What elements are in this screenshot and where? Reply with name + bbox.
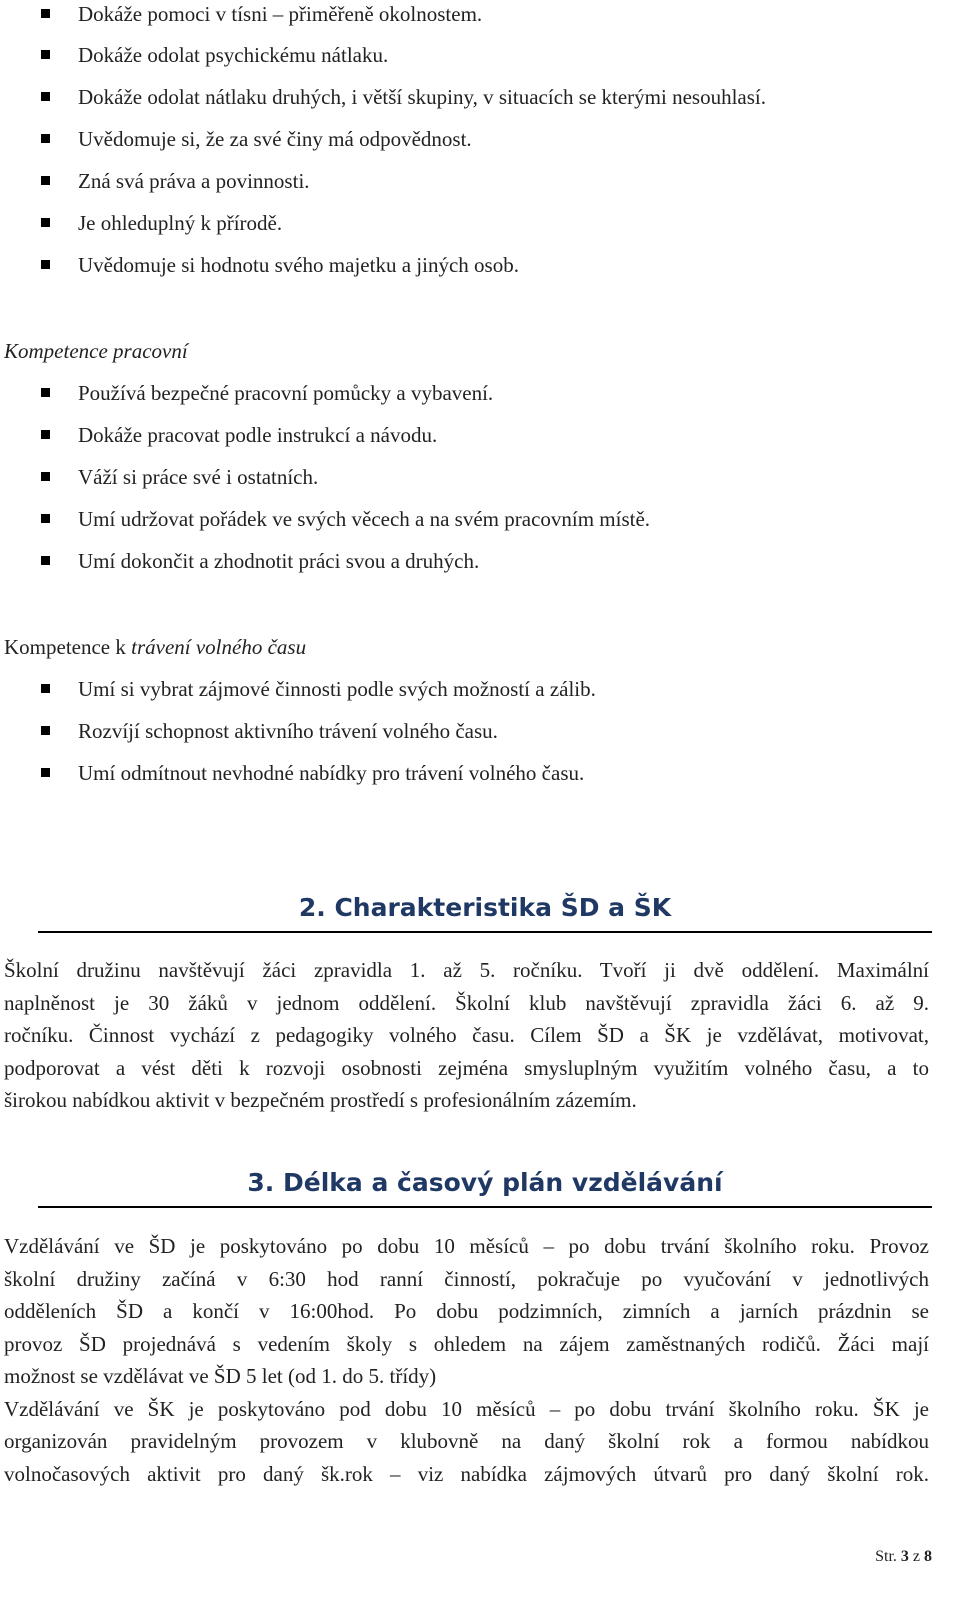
paragraph-line: širokou nabídkou aktivit v bezpečném prostředí s profesionálním zázemím.	[4, 1088, 637, 1112]
paragraph-line: volnočasových aktivit pro daný šk.rok – viz nabídka zájmových útvarů pro daný školní rok.	[4, 1461, 929, 1486]
square-bullet-icon	[41, 260, 50, 269]
square-bullet-icon	[41, 430, 50, 439]
paragraph-line: odděleních ŠD a končí v 16:00hod. Po dobu podzimních, zimních a jarních prázdnin se	[4, 1299, 929, 1323]
square-bullet-icon	[41, 50, 50, 59]
section-2-paragraph	[4, 954, 929, 1117]
square-bullet-icon	[41, 472, 50, 481]
paragraph-line: Vzdělávání ve ŠK je poskytováno pod dobu 10 měsíců – po dobu trvání školního roku. ŠK je	[4, 1396, 929, 1421]
square-bullet-icon	[41, 726, 50, 735]
square-bullet-icon	[41, 134, 50, 143]
paragraph-line: ročníku. Činnost vychází z pedagogiky volného času. Cílem ŠD a ŠK je vzdělávat, motivovat,	[4, 1023, 929, 1047]
square-bullet-icon	[41, 514, 50, 523]
square-bullet-icon	[41, 388, 50, 397]
heading-kompetence-pracovni: Kompetence pracovní	[4, 339, 188, 363]
section-3-paragraph	[4, 1230, 929, 1490]
square-bullet-icon	[41, 556, 50, 565]
paragraph-line: naplněnost je 30 žáků v jednom oddělení. Školní klub navštěvují zpravidla žáci 6. až 9.	[4, 990, 929, 1015]
paragraph-line: podporovat a vést děti k rozvoji osobnosti zejména smysluplným využitím volného času, a to	[4, 1055, 929, 1080]
paragraph-line: organizován pravidelným provozem v klubovně na daný školní rok a formou nabídkou	[4, 1429, 929, 1453]
page-number: Str. 3 z 8	[875, 1548, 932, 1565]
heading-kompetence-volny-cas: Kompetence k trávení volného času	[4, 635, 307, 659]
paragraph-line: Vzdělávání ve ŠD je poskytováno po dobu 10 měsíců – po dobu trvání školního roku. Provoz	[4, 1234, 929, 1258]
paragraph-line: provoz ŠD projednává s vedením školy s ohledem na zájem zaměstnaných rodičů. Žáci mají	[4, 1331, 929, 1356]
square-bullet-icon	[41, 176, 50, 185]
square-bullet-icon	[41, 684, 50, 693]
paragraph-line: školní družiny začíná v 6:30 hod ranní činností, pokračuje po vyučování v jednotlivých	[4, 1266, 929, 1291]
square-bullet-icon	[41, 9, 50, 18]
paragraph-line: možnost se vzdělávat ve ŠD 5 let (od 1. do 5. třídy)	[4, 1364, 437, 1388]
square-bullet-icon	[41, 768, 50, 777]
section-2-title: 2. Charakteristika ŠD a ŠK	[38, 891, 932, 933]
paragraph-line: Školní družinu navštěvují žáci zpravidla 1. až 5. ročníku. Tvoří ji dvě oddělení. Maximální	[4, 958, 929, 982]
section-3-title: 3. Délka a časový plán vzdělávání	[38, 1166, 932, 1208]
square-bullet-icon	[41, 92, 50, 101]
square-bullet-icon	[41, 218, 50, 227]
